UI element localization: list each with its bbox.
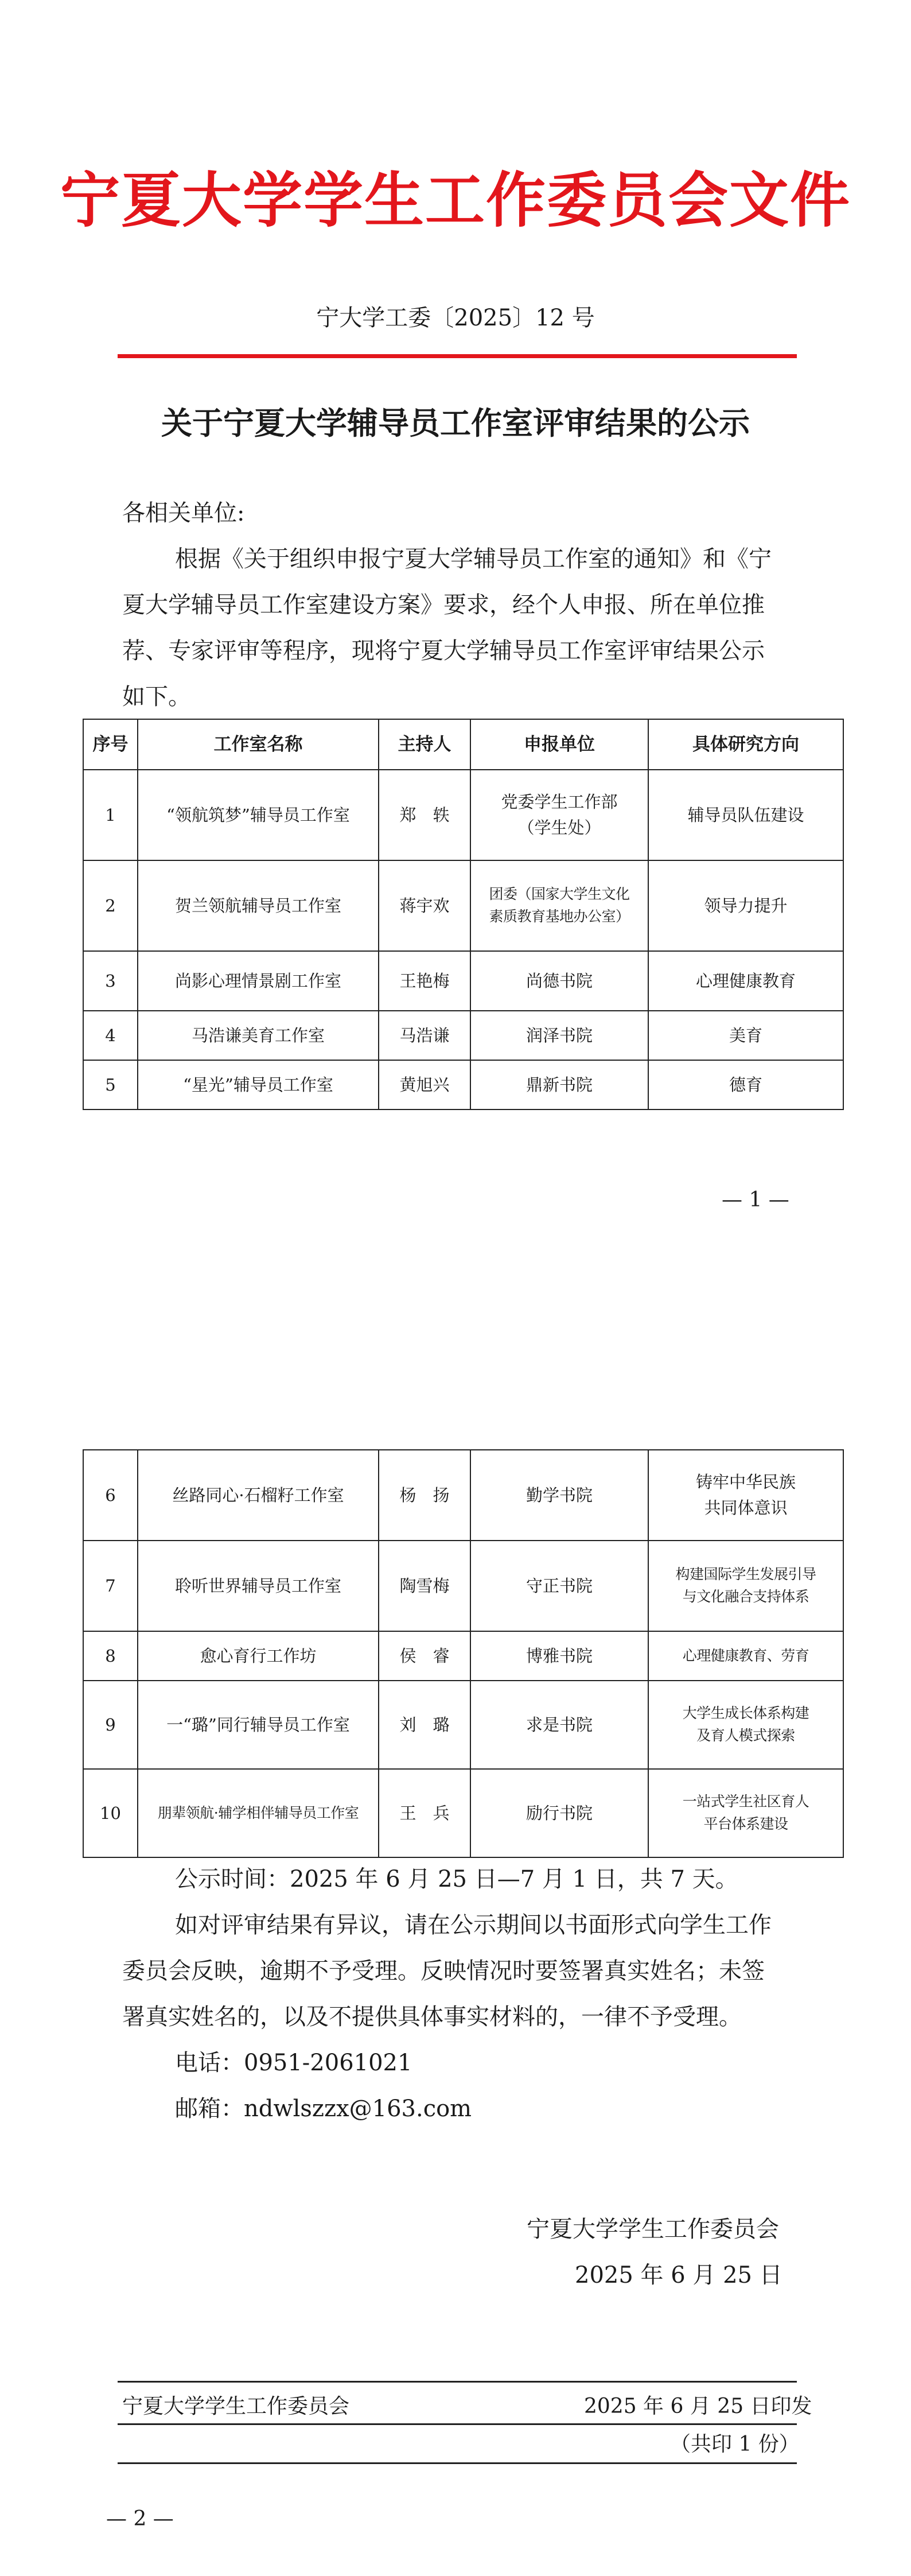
studio-results-table-page1 [83, 719, 844, 1110]
cell-direction [648, 1541, 843, 1631]
cell-direction: 心理健康教育 [648, 951, 843, 1011]
cell-name: 朋辈领航·辅学相伴辅导员工作室 [138, 1769, 379, 1857]
header-red-divider [118, 354, 797, 358]
cell-no: 5 [83, 1060, 138, 1109]
cell-host: 杨 扬 [379, 1450, 470, 1541]
intro-line: 根据《关于组织申报宁夏大学辅导员工作室的通知》和《宁 [175, 546, 772, 572]
cell-direction-line: 共同体意识 [704, 1498, 788, 1518]
cell-name: 贺兰领航辅导员工作室 [138, 860, 379, 951]
cell-unit: 守正书院 [470, 1541, 648, 1631]
table-row [83, 1450, 843, 1541]
publicity-period: 公示时间：2025 年 6 月 25 日—7 月 1 日，共 7 天。 [175, 1866, 738, 1892]
table-row [83, 1681, 843, 1769]
cell-direction: 美育 [648, 1011, 843, 1060]
cell-direction-line: 构建国际学生发展引导 [675, 1566, 816, 1583]
cell-direction [648, 1681, 843, 1769]
document-header-title: 宁夏大学学生工作委员会文件 [60, 165, 851, 235]
cell-name: “领航筑梦”辅导员工作室 [138, 770, 379, 860]
cell-unit: 勤学书院 [470, 1450, 648, 1541]
cell-direction-line: 铸牢中华民族 [695, 1472, 796, 1492]
page-number-2: — 2 — [106, 2507, 174, 2531]
cell-direction: 心理健康教育、劳育 [648, 1631, 843, 1681]
cell-host: 王 兵 [379, 1769, 470, 1857]
table-row [83, 1541, 843, 1631]
cell-direction: 辅导员队伍建设 [648, 770, 843, 860]
cell-host: 陶雪梅 [379, 1541, 470, 1631]
cell-host: 马浩谦 [379, 1011, 470, 1060]
document-number: 宁大学工委〔2025〕12 号 [316, 305, 595, 331]
cell-no: 6 [83, 1450, 138, 1541]
cell-no: 8 [83, 1631, 138, 1681]
intro-line: 如下。 [122, 684, 191, 710]
cell-unit: 博雅书院 [470, 1631, 648, 1681]
footer-copies: （共印 1 份） [670, 2433, 800, 2456]
cell-name: 尚影心理情景剧工作室 [138, 951, 379, 1011]
cell-direction: 领导力提升 [648, 860, 843, 951]
cell-unit: 尚德书院 [470, 951, 648, 1011]
contact-phone: 电话：0951-2061021 [175, 2050, 412, 2076]
cell-direction [648, 1450, 843, 1541]
cell-direction-line: 平台体系建设 [703, 1815, 788, 1832]
contact-email: 邮箱：ndwlszzx@163.com [175, 2096, 472, 2122]
intro-line: 夏大学辅导员工作室建设方案》要求，经个人申报、所在单位推 [122, 592, 765, 618]
cell-no: 1 [83, 770, 138, 860]
cell-name: 马浩谦美育工作室 [138, 1011, 379, 1060]
cell-host: 侯 睿 [379, 1631, 470, 1681]
signature-org: 宁夏大学学生工作委员会 [527, 2216, 779, 2243]
header-direction: 具体研究方向 [648, 719, 843, 770]
cell-no: 2 [83, 860, 138, 951]
cell-no: 7 [83, 1541, 138, 1631]
cell-unit: 励行书院 [470, 1769, 648, 1857]
cell-direction [648, 1769, 843, 1857]
cell-host: 郑 轶 [379, 770, 470, 860]
table-header-row [83, 719, 843, 770]
table-row [83, 860, 843, 951]
footer-rule-top [118, 2381, 797, 2383]
footer-rule-bottom [118, 2462, 797, 2464]
header-host: 主持人 [379, 719, 470, 770]
cell-direction-line: 大学生成长体系构建 [682, 1705, 809, 1722]
cell-unit [470, 770, 648, 860]
page-number-1: — 1 — [722, 1188, 789, 1212]
studio-results-table-page2 [83, 1449, 844, 1858]
cell-direction: 德育 [648, 1060, 843, 1109]
cell-unit [470, 860, 648, 951]
cell-host: 黄旭兴 [379, 1060, 470, 1109]
footer-issuer: 宁夏大学学生工作委员会 [122, 2395, 350, 2418]
objection-line: 如对评审结果有异议，请在公示期间以书面形式向学生工作 [175, 1912, 772, 1938]
cell-name: 聆听世界辅导员工作室 [138, 1541, 379, 1631]
salutation: 各相关单位: [122, 500, 245, 526]
objection-line: 署真实姓名的，以及不提供具体事实材料的，一律不予受理。 [122, 2004, 742, 2030]
header-unit: 申报单位 [470, 719, 648, 770]
cell-no: 10 [83, 1769, 138, 1857]
header-name: 工作室名称 [138, 719, 379, 770]
cell-no: 3 [83, 951, 138, 1011]
cell-name: 丝路同心·石榴籽工作室 [138, 1450, 379, 1541]
cell-unit: 润泽书院 [470, 1011, 648, 1060]
cell-unit-line: 团委（国家大学生文化 [489, 886, 630, 903]
footer-rule-middle [118, 2423, 797, 2425]
table-row [83, 951, 843, 1011]
cell-direction-line: 与文化融合支持体系 [682, 1588, 809, 1605]
cell-host: 刘 璐 [379, 1681, 470, 1769]
cell-unit-line: 党委学生工作部 [501, 792, 618, 812]
cell-host: 蒋宇欢 [379, 860, 470, 951]
cell-direction-line: 一站式学生社区育人 [682, 1793, 809, 1810]
cell-name: 一“璐”同行辅导员工作室 [138, 1681, 379, 1769]
cell-host: 王艳梅 [379, 951, 470, 1011]
cell-name: “星光”辅导员工作室 [138, 1060, 379, 1109]
header-no: 序号 [83, 719, 138, 770]
signature-date: 2025 年 6 月 25 日 [575, 2262, 782, 2288]
table-row [83, 770, 843, 860]
cell-no: 9 [83, 1681, 138, 1769]
table-row [83, 1769, 843, 1857]
table-row [83, 1060, 843, 1109]
footer-print-date: 2025 年 6 月 25 日印发 [584, 2395, 812, 2418]
cell-unit-line: 素质教育基地办公室） [489, 908, 630, 925]
intro-line: 荐、专家评审等程序，现将宁夏大学辅导员工作室评审结果公示 [122, 638, 765, 664]
table-row [83, 1011, 843, 1060]
cell-direction-line: 及育人模式探索 [696, 1727, 795, 1744]
cell-name: 愈心育行工作坊 [138, 1631, 379, 1681]
cell-unit: 鼎新书院 [470, 1060, 648, 1109]
cell-unit: 求是书院 [470, 1681, 648, 1769]
notice-title: 关于宁夏大学辅导员工作室评审结果的公示 [161, 405, 750, 441]
cell-no: 4 [83, 1011, 138, 1060]
objection-line: 委员会反映，逾期不予受理。反映情况时要签署真实姓名；未签 [122, 1958, 765, 1984]
table-row [83, 1631, 843, 1681]
cell-unit-line: （学生处） [517, 818, 601, 837]
